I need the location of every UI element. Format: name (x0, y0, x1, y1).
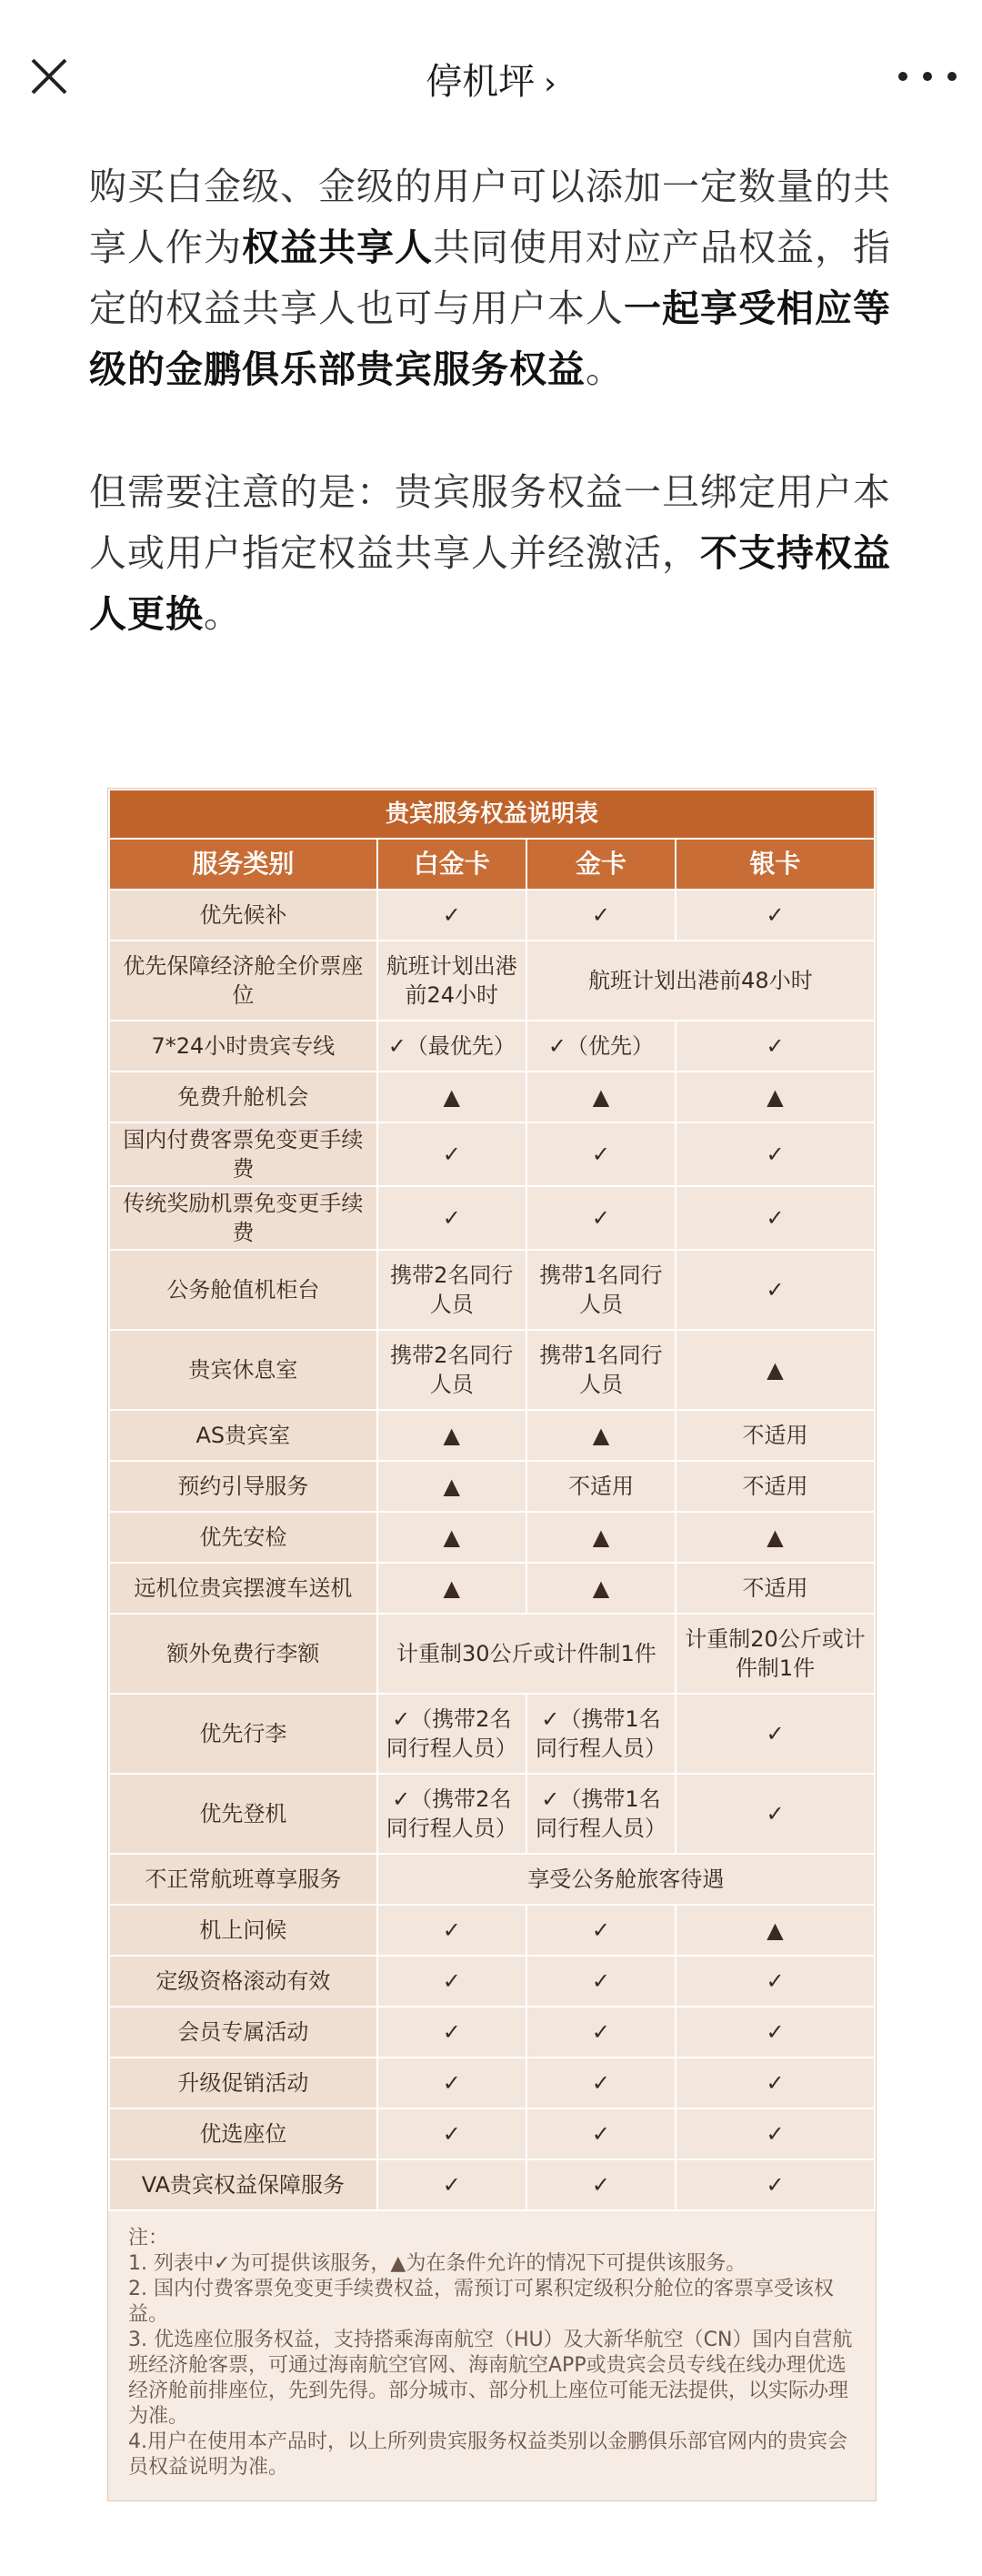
service-category-cell: 贵宾休息室 (109, 1330, 377, 1410)
table-row (109, 941, 875, 1021)
table-row (109, 1512, 875, 1563)
table-row (109, 1956, 875, 2007)
table-row (109, 1072, 875, 1122)
table-row (109, 2007, 875, 2058)
benefit-cell: 航班计划出港前48小时 (526, 941, 875, 1021)
more-dot-icon (947, 72, 957, 81)
benefits-table (108, 789, 876, 2211)
table-header-cell: 金卡 (526, 839, 676, 890)
table-row (109, 1330, 875, 1410)
benefit-cell: ✓ (377, 2007, 526, 2058)
more-button[interactable] (898, 53, 957, 100)
benefit-cell: 不适用 (676, 1410, 875, 1461)
benefit-cell: ▲ (377, 1410, 526, 1461)
benefit-cell: ✓ (377, 2058, 526, 2108)
note-line: 2. 国内付费客票免变更手续费权益，需预订可累积定级积分舱位的客票享受该权益。 (128, 2278, 834, 2326)
benefit-cell: 携带2名同行人员 (377, 1330, 526, 1410)
table-header-row (109, 839, 875, 890)
table-row (109, 1410, 875, 1461)
service-category-cell: 定级资格滚动有效 (109, 1956, 377, 2007)
bold-text: 权益共享人 (242, 226, 433, 269)
benefit-cell: 不适用 (676, 1563, 875, 1614)
text-segment: 。 (586, 347, 624, 391)
benefit-cell: ✓ (676, 1774, 875, 1854)
benefit-cell: ✓ (377, 1956, 526, 2007)
benefit-cell: ▲ (676, 1072, 875, 1122)
text-segment: 。 (204, 592, 242, 636)
service-category-cell: 不正常航班尊享服务 (109, 1854, 377, 1905)
service-category-cell: 优先行李 (109, 1694, 377, 1774)
benefit-cell: ✓ (676, 1186, 875, 1250)
table-row (109, 1854, 875, 1905)
benefit-cell: ▲ (377, 1563, 526, 1614)
table-row (109, 1694, 875, 1774)
benefit-cell: ▲ (377, 1512, 526, 1563)
service-category-cell: 国内付费客票免变更手续费 (109, 1122, 377, 1186)
service-category-cell: 优先登机 (109, 1774, 377, 1854)
table-row (109, 1905, 875, 1956)
bold-text: 一起享受相应等级的金鹏俱乐部贵宾服务权益 (89, 287, 891, 391)
table-notes (108, 2211, 876, 2501)
table-header-cell: 服务类别 (109, 839, 377, 890)
service-category-cell: VA贵宾权益保障服务 (109, 2159, 377, 2210)
table-row (109, 890, 875, 941)
benefit-cell: ▲ (676, 1330, 875, 1410)
text-segment: 购买白金级、金级的用户可以添加一定数量的共享人作为 (89, 165, 891, 269)
benefit-cell: ✓ (676, 1694, 875, 1774)
table-header-cell: 白金卡 (377, 839, 526, 890)
service-category-cell: 传统奖励机票免变更手续费 (109, 1186, 377, 1250)
benefit-cell: ▲ (526, 1410, 676, 1461)
benefit-cell: ▲ (526, 1512, 676, 1563)
benefit-cell: ✓ (526, 1956, 676, 2007)
benefit-cell: ✓（携带1名同行程人员） (526, 1694, 676, 1774)
benefit-cell: ✓（最优先） (377, 1021, 526, 1072)
table-row (109, 1563, 875, 1614)
service-category-cell: 7*24小时贵宾专线 (109, 1021, 377, 1072)
table-header-cell: 银卡 (676, 839, 875, 890)
table-row (109, 1122, 875, 1186)
benefit-cell: ✓ (526, 1905, 676, 1956)
benefit-cell: ▲ (676, 1905, 875, 1956)
service-category-cell: 远机位贵宾摆渡车送机 (109, 1563, 377, 1614)
bottom-safe-area (0, 2538, 982, 2576)
benefit-cell: 享受公务舱旅客待遇 (377, 1854, 875, 1905)
benefit-cell: ▲ (377, 1461, 526, 1512)
table-row (109, 1250, 875, 1330)
service-category-cell: 优先候补 (109, 890, 377, 941)
benefit-cell: 携带2名同行人员 (377, 1250, 526, 1330)
benefit-cell: ✓ (676, 2007, 875, 2058)
text-segment: 共同使用对应产品权益，指定的权益共享人也可与用户本人 (89, 226, 891, 330)
table-row (109, 2108, 875, 2159)
service-category-cell: 免费升舱机会 (109, 1072, 377, 1122)
benefit-cell: 航班计划出港前24小时 (377, 941, 526, 1021)
benefit-cell: ✓ (526, 890, 676, 941)
benefit-cell: ✓ (676, 890, 875, 941)
service-category-cell: AS贵宾室 (109, 1410, 377, 1461)
bold-text: 不支持权益人更换 (89, 531, 891, 636)
benefit-cell: ▲ (676, 1512, 875, 1563)
table-row (109, 1186, 875, 1250)
benefit-cell: ▲ (526, 1563, 676, 1614)
account-title-link[interactable] (0, 53, 982, 105)
service-category-cell: 额外免费行李额 (109, 1614, 377, 1694)
text-segment: 但需要注意的是：贵宾服务权益一旦绑定用户本人或用户指定权益共享人并经激活， (89, 470, 891, 575)
benefit-cell: 计重制30公斤或计件制1件 (377, 1614, 676, 1694)
benefit-cell: ✓（携带2名同行程人员） (377, 1774, 526, 1854)
note-line: 3. 优选座位服务权益，支持搭乘海南航空（HU）及大新华航空（CN）国内自营航班经济舱客票，可通过海南航空官网、海南航空APP或贵宾会员专线在线办理优选经济舱前排座位，先到先得。部分城市、部分机上座位可能无法提供，以实际办理为准。 (128, 2329, 853, 2428)
article-paragraph-2 (89, 462, 907, 645)
service-category-cell: 优先安检 (109, 1512, 377, 1563)
table-row (109, 1614, 875, 1694)
benefit-cell: 不适用 (526, 1461, 676, 1512)
benefit-cell: ✓ (377, 1905, 526, 1956)
chevron-right-icon: › (544, 65, 556, 102)
benefit-cell: ✓ (526, 2159, 676, 2210)
note-line: 4.用户在使用本产品时，以上所列贵宾服务权益类别以金鹏俱乐部官网内的贵宾会员权益说明为准。 (128, 2430, 847, 2479)
service-category-cell: 机上问候 (109, 1905, 377, 1956)
table-row (109, 1774, 875, 1854)
service-category-cell: 会员专属活动 (109, 2007, 377, 2058)
benefit-cell: ✓ (377, 890, 526, 941)
benefit-cell: ✓ (526, 1122, 676, 1186)
benefits-table-card[interactable] (107, 788, 877, 2501)
service-category-cell: 优选座位 (109, 2108, 377, 2159)
benefit-cell: ✓ (676, 2159, 875, 2210)
benefit-cell: ✓ (676, 1250, 875, 1330)
note-line: 1. 列表中✓为可提供该服务，▲为在条件允许的情况下可提供该服务。 (128, 2252, 747, 2275)
table-caption: 贵宾服务权益说明表 (109, 790, 875, 839)
service-category-cell: 优先保障经济舱全价票座位 (109, 941, 377, 1021)
benefit-cell: ✓（携带2名同行程人员） (377, 1694, 526, 1774)
table-row (109, 1021, 875, 1072)
benefit-cell: ✓（优先） (526, 1021, 676, 1072)
benefit-cell: ▲ (377, 1072, 526, 1122)
benefit-cell: ▲ (526, 1072, 676, 1122)
more-dot-icon (898, 72, 907, 81)
service-category-cell: 公务舱值机柜台 (109, 1250, 377, 1330)
benefit-cell: ✓ (526, 2058, 676, 2108)
benefit-cell: ✓ (377, 2108, 526, 2159)
note-line: 注： (128, 2227, 169, 2249)
benefit-cell: ✓ (676, 1122, 875, 1186)
article-body (89, 156, 907, 645)
benefit-cell: 计重制20公斤或计件制1件 (676, 1614, 875, 1694)
service-category-cell: 升级促销活动 (109, 2058, 377, 2108)
benefit-cell: ✓（携带1名同行程人员） (526, 1774, 676, 1854)
benefit-cell: ✓ (377, 2159, 526, 2210)
benefit-cell: 不适用 (676, 1461, 875, 1512)
benefit-cell: ✓ (676, 1021, 875, 1072)
benefit-cell: ✓ (676, 2108, 875, 2159)
account-name: 停机坪 (426, 61, 536, 103)
article-paragraph-1 (89, 156, 907, 400)
service-category-cell: 预约引导服务 (109, 1461, 377, 1512)
benefit-cell: ✓ (377, 1186, 526, 1250)
table-row (109, 1461, 875, 1512)
benefit-cell: ✓ (377, 1122, 526, 1186)
benefit-cell: ✓ (676, 1956, 875, 2007)
more-dot-icon (923, 72, 932, 81)
benefit-cell: ✓ (526, 2108, 676, 2159)
table-row (109, 2058, 875, 2108)
benefit-cell: ✓ (526, 2007, 676, 2058)
benefit-cell: 携带1名同行人员 (526, 1250, 676, 1330)
benefit-cell: ✓ (676, 2058, 875, 2108)
benefit-cell: ✓ (526, 1186, 676, 1250)
top-nav-bar (0, 0, 982, 156)
table-row (109, 2159, 875, 2210)
benefit-cell: 携带1名同行人员 (526, 1330, 676, 1410)
